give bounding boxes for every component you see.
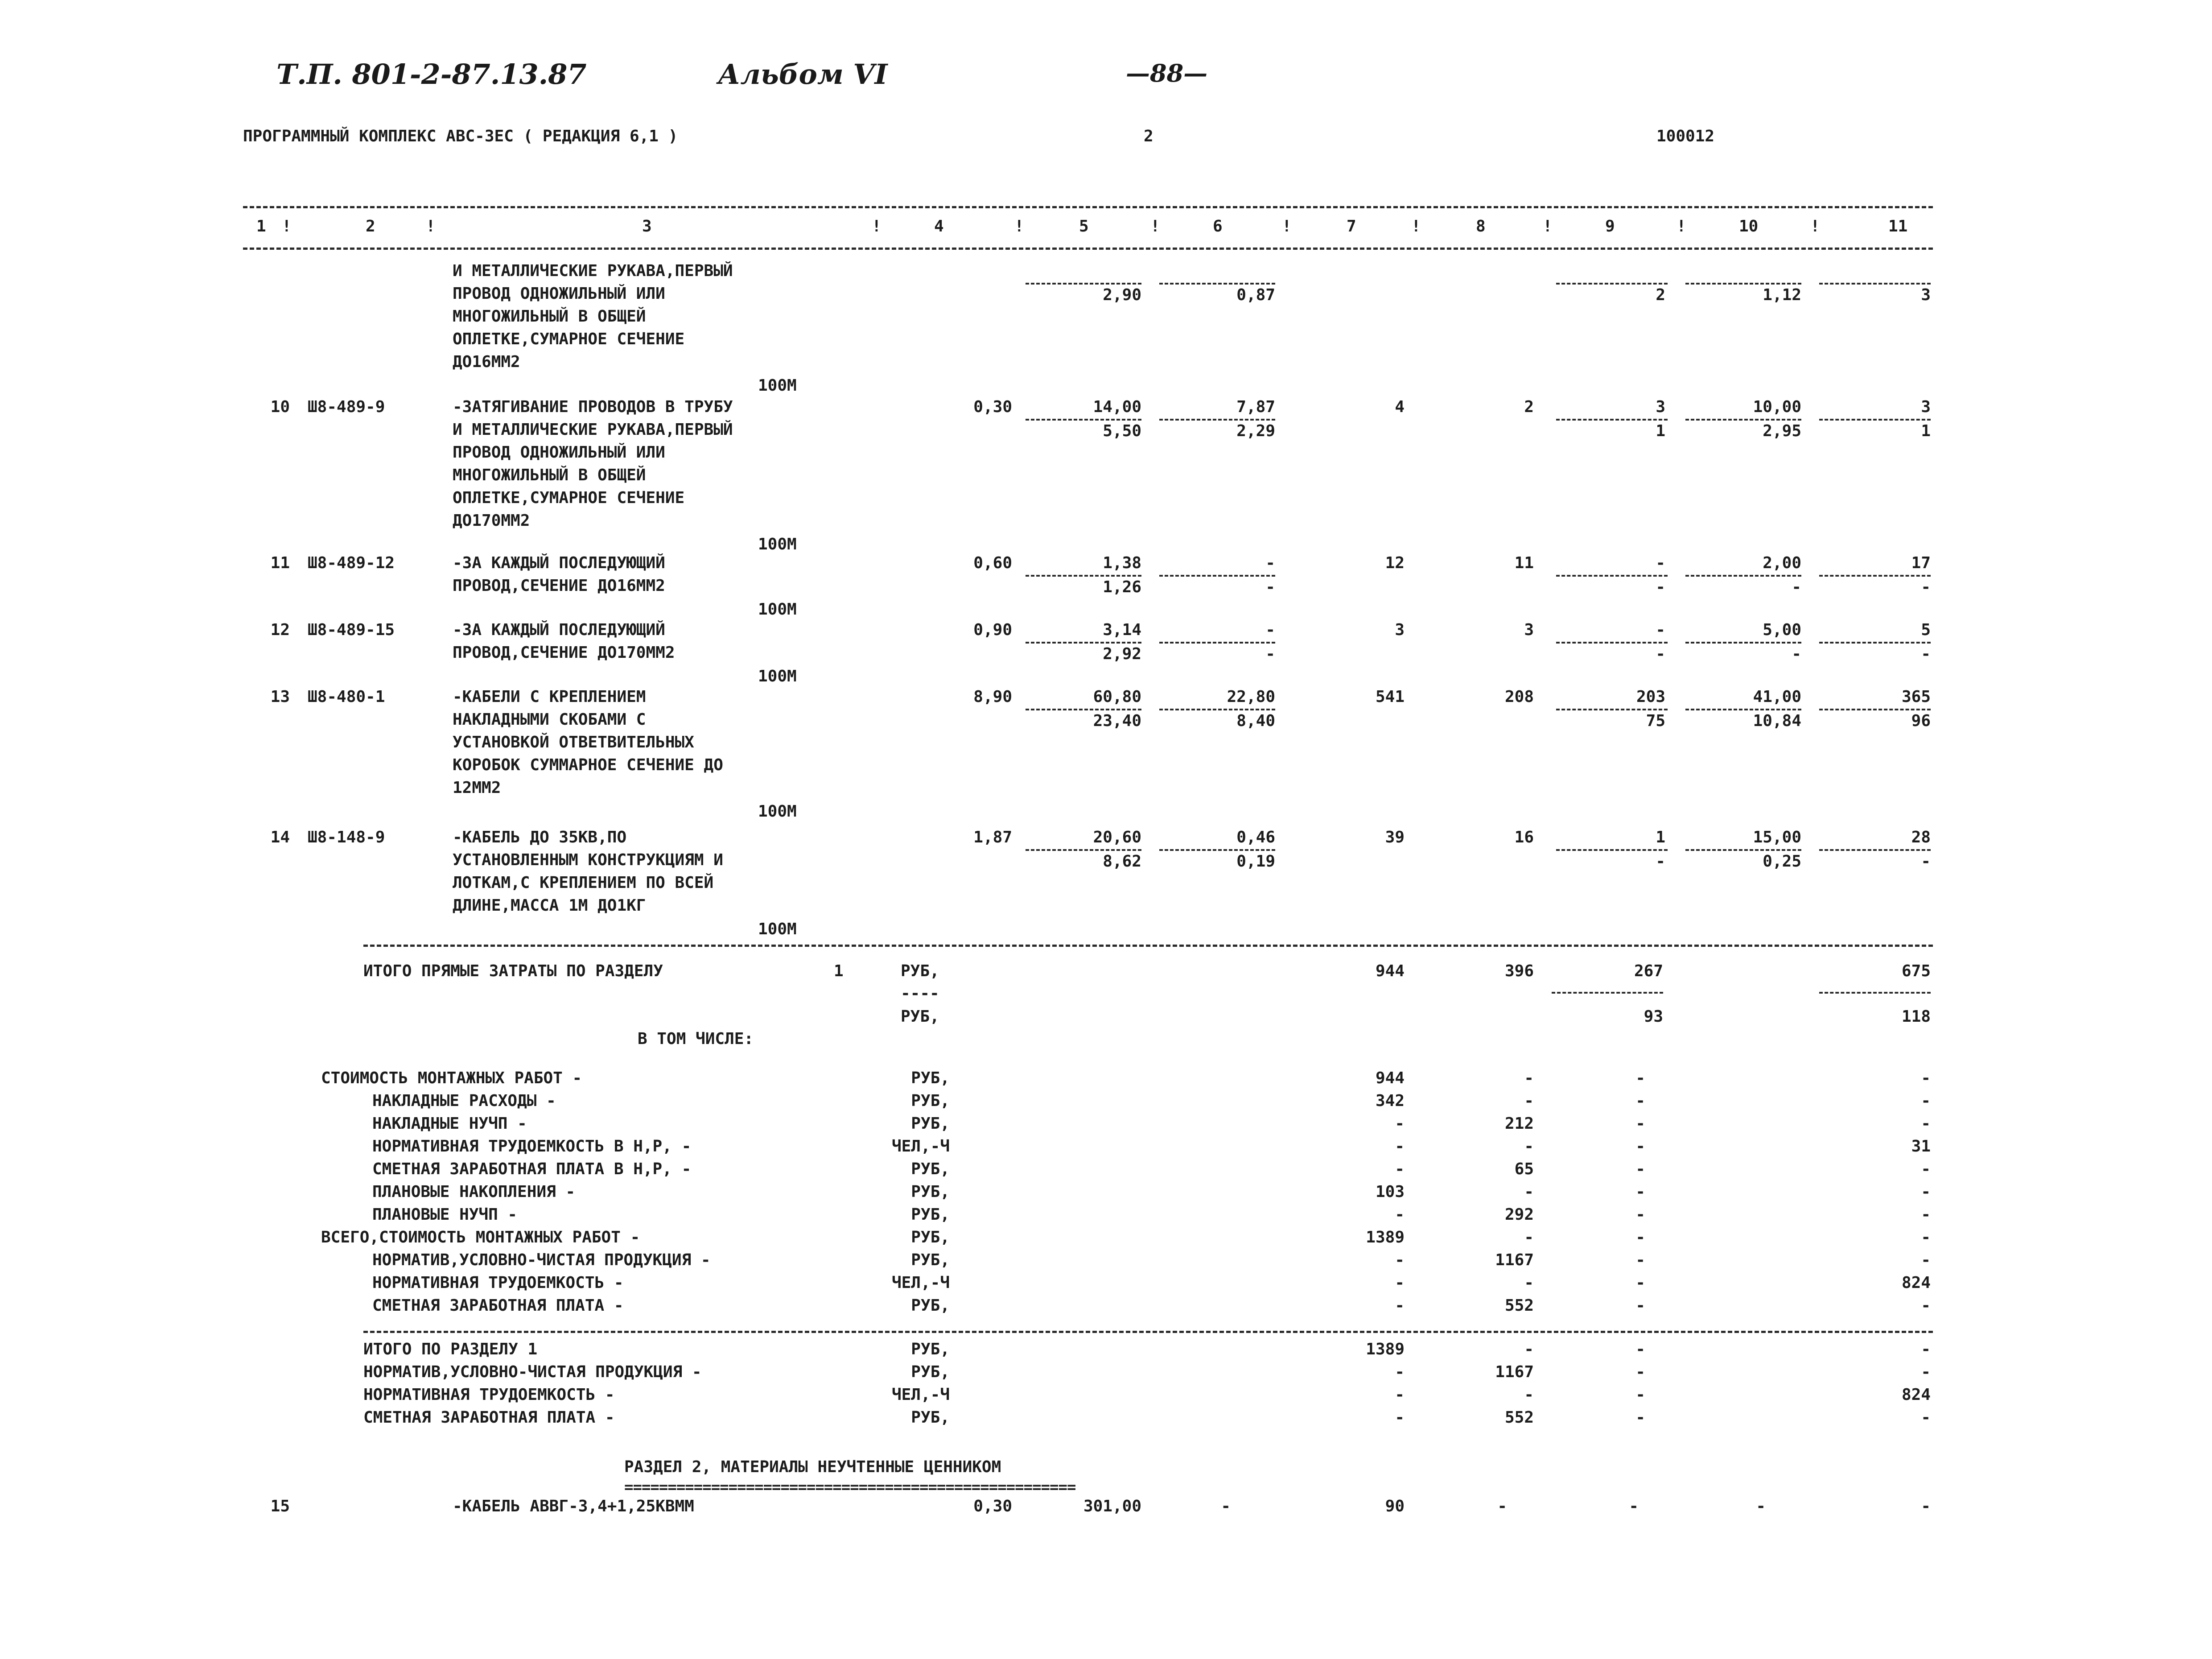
column-header: 1	[256, 217, 266, 235]
subrow-rule	[1556, 642, 1668, 644]
row-unit: 100М	[758, 667, 797, 685]
row-code: Ш8-148-9	[308, 828, 385, 846]
total-unit: РУБ,	[901, 962, 939, 980]
summary-col7: 944	[1375, 1069, 1405, 1087]
column-header: 10	[1739, 217, 1759, 235]
summary-col8: 212	[1504, 1114, 1534, 1133]
column-separator: !	[1411, 217, 1421, 235]
subrow-rule	[1159, 283, 1275, 285]
subrow-rule	[1556, 419, 1668, 421]
summary-col8: 1167	[1495, 1251, 1534, 1269]
row-col10-sub: -	[1792, 578, 1801, 596]
row-col5: 301,00	[1083, 1497, 1141, 1515]
row-col11: 5	[1921, 621, 1931, 639]
column-separator: !	[1810, 217, 1820, 235]
summary-col9: -	[1635, 1363, 1645, 1381]
subrow-rule	[1819, 642, 1931, 644]
row-col11: 17	[1911, 554, 1931, 572]
row-description: -КАБЕЛЬ АВВГ-3,4+1,25КВММ	[453, 1497, 694, 1515]
summary-col8: -	[1524, 1069, 1534, 1087]
subrow-rule	[1556, 283, 1668, 285]
row-col7: 541	[1375, 688, 1405, 706]
summary-label: ПЛАНОВЫЕ НУЧП -	[372, 1205, 518, 1224]
summary-col7: 1389	[1366, 1340, 1405, 1358]
row-col9-sub: -	[1656, 578, 1665, 596]
summary-col7: -	[1395, 1274, 1405, 1292]
summary-col9: -	[1635, 1092, 1645, 1110]
total-col7: 944	[1375, 962, 1405, 980]
summary-col7: -	[1395, 1160, 1405, 1178]
column-header: 5	[1079, 217, 1089, 235]
row-unit: 100М	[758, 535, 797, 553]
subrow-rule	[1685, 575, 1801, 577]
summary-label: СТОИМОСТЬ МОНТАЖНЫХ РАБОТ -	[321, 1069, 582, 1087]
column-header: 9	[1605, 217, 1615, 235]
summary-col11: 824	[1901, 1274, 1931, 1292]
subrow-rule	[1159, 642, 1275, 644]
row-col11-sub: 3	[1921, 286, 1931, 304]
subrow-rule	[1819, 575, 1931, 577]
summary-col9: -	[1635, 1114, 1645, 1133]
subrow-rule	[1685, 642, 1801, 644]
section2-title: РАЗДЕЛ 2, МАТЕРИАЛЫ НЕУЧТЕННЫЕ ЦЕННИКОМ	[624, 1458, 1001, 1476]
subrow-rule	[1026, 283, 1141, 285]
summary-col7: -	[1395, 1386, 1405, 1404]
row-description-line: ДО16ММ2	[453, 353, 520, 371]
row-number: 10	[270, 398, 290, 416]
summary-col7: 1389	[1366, 1228, 1405, 1246]
summary-col11: -	[1921, 1160, 1931, 1178]
document-code: 100012	[1656, 127, 1715, 145]
summary-unit: ЧЕЛ,-Ч	[891, 1274, 950, 1292]
header-bottom-rule	[243, 248, 1933, 250]
row-col9-sub: 2	[1656, 286, 1665, 304]
summary-label: НОРМАТИВНАЯ ТРУДОЕМКОСТЬ -	[372, 1274, 624, 1292]
row-col10-sub: -	[1792, 645, 1801, 663]
column-header: 6	[1213, 217, 1223, 235]
subrow-rule	[1026, 642, 1141, 644]
row-description-line: -КАБЕЛЬ ДО 35КВ,ПО	[453, 828, 627, 846]
row-number: 11	[270, 554, 290, 572]
summary-col8: 292	[1504, 1205, 1534, 1224]
row-description-line: ОПЛЕТКЕ,СУМАРНОЕ СЕЧЕНИЕ	[453, 489, 685, 507]
summary-col7: -	[1395, 1251, 1405, 1269]
summary-col8: -	[1524, 1386, 1534, 1404]
summary-col11: -	[1921, 1114, 1931, 1133]
row-col10: 10,00	[1753, 398, 1801, 416]
row-col5-sub: 1,26	[1103, 578, 1141, 596]
summary-col7: -	[1395, 1137, 1405, 1156]
column-header: 3	[642, 217, 652, 235]
row-col8: 16	[1514, 828, 1534, 846]
row-description-line: -ЗАТЯГИВАНИЕ ПРОВОДОВ В ТРУБУ	[453, 398, 733, 416]
total-dash: ----	[901, 984, 939, 1003]
summary-label: НАКЛАДНЫЕ НУЧП -	[372, 1114, 527, 1133]
column-header: 8	[1476, 217, 1486, 235]
row-unit: 100М	[758, 920, 797, 938]
row-col11-sub: 96	[1911, 712, 1931, 730]
summary-col8: 552	[1504, 1296, 1534, 1315]
total-sub-rule-11	[1819, 992, 1931, 994]
row-col4: 0,90	[973, 621, 1012, 639]
total-col11: 675	[1901, 962, 1931, 980]
summary-unit: РУБ,	[911, 1340, 950, 1358]
row-number: 13	[270, 688, 290, 706]
column-header: 11	[1888, 217, 1908, 235]
summary-label: СМЕТНАЯ ЗАРАБОТНАЯ ПЛАТА -	[372, 1296, 624, 1315]
row-code: Ш8-480-1	[308, 688, 385, 706]
summary-label: НОРМАТИВНАЯ ТРУДОЕМКОСТЬ В Н,Р, -	[372, 1137, 692, 1156]
summary-col9: -	[1635, 1160, 1645, 1178]
row-col11: 28	[1911, 828, 1931, 846]
summary-label: ВСЕГО,СТОИМОСТЬ МОНТАЖНЫХ РАБОТ -	[321, 1228, 640, 1246]
summary-col8: 1167	[1495, 1363, 1534, 1381]
row-description-line: И МЕТАЛЛИЧЕСКИЕ РУКАВА,ПЕРВЫЙ	[453, 421, 733, 439]
row-col6-sub: 8,40	[1236, 712, 1275, 730]
total-col11-sub: 118	[1901, 1007, 1931, 1026]
row-col4: 0,60	[973, 554, 1012, 572]
row-col8: 208	[1504, 688, 1534, 706]
summary-label: ИТОГО ПО РАЗДЕЛУ 1	[363, 1340, 538, 1358]
sheet-number: 2	[1144, 127, 1153, 145]
subrow-rule	[1685, 283, 1801, 285]
row-description-line: ПРОВОД ОДНОЖИЛЬНЫЙ ИЛИ	[453, 285, 665, 303]
row-col10: -	[1756, 1497, 1766, 1515]
subrow-rule	[1685, 849, 1801, 851]
row-col5: 14,00	[1093, 398, 1141, 416]
row-col9: 3	[1656, 398, 1665, 416]
row-col9-sub: 1	[1656, 422, 1665, 440]
album-label: Альбом VI	[718, 58, 888, 91]
row-description-line: ПРОВОД,СЕЧЕНИЕ ДО170ММ2	[453, 644, 675, 662]
row-col5-sub: 8,62	[1103, 852, 1141, 871]
row-col7: 4	[1395, 398, 1405, 416]
summary-col7: 103	[1375, 1183, 1405, 1201]
summary-unit: РУБ,	[911, 1205, 950, 1224]
summary-col7: -	[1395, 1296, 1405, 1315]
row-col11-sub: 1	[1921, 422, 1931, 440]
subrow-rule	[1556, 709, 1668, 710]
summary-col11: -	[1921, 1296, 1931, 1315]
row-unit: 100М	[758, 376, 797, 395]
summary-unit: РУБ,	[911, 1251, 950, 1269]
summary-col9: -	[1635, 1137, 1645, 1156]
subrow-rule	[1556, 575, 1668, 577]
summary-col11: -	[1921, 1251, 1931, 1269]
including-label: В ТОМ ЧИСЛЕ:	[638, 1030, 754, 1048]
project-code: Т.П. 801-2-87.13.87	[276, 58, 587, 91]
row-description-line: -ЗА КАЖДЫЙ ПОСЛЕДУЮЩИЙ	[453, 554, 665, 572]
total-section: 1	[834, 962, 844, 980]
row-number: 14	[270, 828, 290, 846]
summary-unit: РУБ,	[911, 1160, 950, 1178]
row-col6: 7,87	[1236, 398, 1275, 416]
row-col11-sub: -	[1921, 852, 1931, 871]
subrow-rule	[1556, 849, 1668, 851]
summary-col9: -	[1635, 1408, 1645, 1427]
summary-col8: -	[1524, 1340, 1534, 1358]
summary-col9: -	[1635, 1251, 1645, 1269]
column-separator: !	[1282, 217, 1292, 235]
row-number: 12	[270, 621, 290, 639]
row-col10-sub: 1,12	[1763, 286, 1801, 304]
summary-label: ПЛАНОВЫЕ НАКОПЛЕНИЯ -	[372, 1183, 576, 1201]
summary-col9: -	[1635, 1205, 1645, 1224]
subrow-rule	[1819, 709, 1931, 710]
total-unit-2: РУБ,	[901, 1007, 939, 1026]
row-col5-sub: 23,40	[1093, 712, 1141, 730]
section2-underline: ====================================================	[624, 1478, 1076, 1496]
row-col7: 39	[1385, 828, 1405, 846]
row-col10: 2,00	[1763, 554, 1801, 572]
row-col10-sub: 10,84	[1753, 712, 1801, 730]
row-col8: 3	[1524, 621, 1534, 639]
column-header: 4	[934, 217, 944, 235]
row-col11-sub: -	[1921, 645, 1931, 663]
summary-col9: -	[1635, 1228, 1645, 1246]
row-col4: 1,87	[973, 828, 1012, 846]
row-col6-sub: 2,29	[1236, 422, 1275, 440]
summary-unit: ЧЕЛ,-Ч	[891, 1386, 950, 1404]
summary-label: НОРМАТИВНАЯ ТРУДОЕМКОСТЬ -	[363, 1386, 615, 1404]
column-header: 7	[1347, 217, 1356, 235]
column-separator: !	[1014, 217, 1024, 235]
summary-col9: -	[1635, 1183, 1645, 1201]
column-separator: !	[872, 217, 882, 235]
row-description-line: КОРОБОК СУММАРНОЕ СЕЧЕНИЕ ДО	[453, 756, 723, 774]
row-col7: 3	[1395, 621, 1405, 639]
row-col5: 20,60	[1093, 828, 1141, 846]
row-col6-sub: -	[1265, 645, 1275, 663]
summary-unit: РУБ,	[911, 1069, 950, 1087]
row-col10-sub: 0,25	[1763, 852, 1801, 871]
summary-unit: ЧЕЛ,-Ч	[891, 1137, 950, 1156]
subrow-rule	[1159, 419, 1275, 421]
header-top-rule	[243, 206, 1933, 208]
subrow-rule	[1685, 419, 1801, 421]
summary-unit: РУБ,	[911, 1408, 950, 1427]
summary-col11: -	[1921, 1205, 1931, 1224]
subrow-rule	[1819, 849, 1931, 851]
column-separator: !	[1543, 217, 1553, 235]
summary-col8: 65	[1514, 1160, 1534, 1178]
column-separator: !	[282, 217, 292, 235]
row-col6-sub: -	[1265, 578, 1275, 596]
row-description-line: ЛОТКАМ,С КРЕПЛЕНИЕМ ПО ВСЕЙ	[453, 874, 714, 892]
summary-col8: -	[1524, 1137, 1534, 1156]
row-col4: 0,30	[973, 398, 1012, 416]
row-col9-sub: -	[1656, 645, 1665, 663]
row-col5-sub: 2,92	[1103, 645, 1141, 663]
summary-col11: -	[1921, 1069, 1931, 1087]
summary-col9: -	[1635, 1296, 1645, 1315]
summary-label: НАКЛАДНЫЕ РАСХОДЫ -	[372, 1092, 556, 1110]
summary-col7: -	[1395, 1408, 1405, 1427]
row-col8: 2	[1524, 398, 1534, 416]
row-col5: 60,80	[1093, 688, 1141, 706]
row-col9: 1	[1656, 828, 1665, 846]
subrow-rule	[1819, 419, 1931, 421]
row-col5: 3,14	[1103, 621, 1141, 639]
summary-label: НОРМАТИВ,УСЛОВНО-ЧИСТАЯ ПРОДУКЦИЯ -	[363, 1363, 702, 1381]
row-description-line: И МЕТАЛЛИЧЕСКИЕ РУКАВА,ПЕРВЫЙ	[453, 262, 733, 280]
subrow-rule	[1685, 709, 1801, 710]
row-col11-sub: -	[1921, 578, 1931, 596]
summary-col11: -	[1921, 1092, 1931, 1110]
summary-col11: -	[1921, 1183, 1931, 1201]
summary-col9: -	[1635, 1386, 1645, 1404]
row-description-line: НАКЛАДНЫМИ СКОБАМИ С	[453, 710, 646, 729]
row-description-line: ДЛИНЕ,МАССА 1М ДО1КГ	[453, 896, 646, 915]
summary-col7: 342	[1375, 1092, 1405, 1110]
row-col7: 12	[1385, 554, 1405, 572]
row-col5-sub: 2,90	[1103, 286, 1141, 304]
summary-unit: РУБ,	[911, 1183, 950, 1201]
row-description-line: ПРОВОД,СЕЧЕНИЕ ДО16ММ2	[453, 577, 665, 595]
summary-col8: -	[1524, 1274, 1534, 1292]
row-code: Ш8-489-15	[308, 621, 395, 639]
program-title: ПРОГРАММНЫЙ КОМПЛЕКС АВС-3ЕС ( РЕДАКЦИЯ 6,1 )	[243, 127, 678, 145]
row-col6: -	[1221, 1497, 1231, 1515]
row-description-line: УСТАНОВКОЙ ОТВЕТВИТЕЛЬНЫХ	[453, 733, 694, 751]
summary-col8: -	[1524, 1092, 1534, 1110]
row-description-line: ДО170ММ2	[453, 512, 530, 530]
row-col8: 11	[1514, 554, 1534, 572]
page-number: —88—	[1126, 59, 1208, 87]
summary-unit: РУБ,	[911, 1296, 950, 1315]
row-description-line: ОПЛЕТКЕ,СУМАРНОЕ СЕЧЕНИЕ	[453, 330, 685, 348]
column-separator: !	[426, 217, 436, 235]
total-col8: 396	[1504, 962, 1534, 980]
summary-col11: -	[1921, 1363, 1931, 1381]
total-col9: 267	[1634, 962, 1663, 980]
summary-col9: -	[1635, 1274, 1645, 1292]
row-col11: 365	[1901, 688, 1931, 706]
row-col5-sub: 5,50	[1103, 422, 1141, 440]
subrow-rule	[1159, 709, 1275, 710]
summary-unit: РУБ,	[911, 1092, 950, 1110]
row-col10: 15,00	[1753, 828, 1801, 846]
summary-col11: -	[1921, 1408, 1931, 1427]
row-description-line: МНОГОЖИЛЬНЫЙ В ОБЩЕЙ	[453, 307, 646, 326]
subrow-rule	[1026, 849, 1141, 851]
subrow-rule	[1819, 283, 1931, 285]
row-col7: 90	[1385, 1497, 1405, 1515]
total-col9-sub: 93	[1644, 1007, 1663, 1026]
row-description-line: 12ММ2	[453, 779, 501, 797]
row-col5: 1,38	[1103, 554, 1141, 572]
row-col10: 41,00	[1753, 688, 1801, 706]
row-col4: 0,30	[973, 1497, 1012, 1515]
row-col9: -	[1656, 554, 1665, 572]
subrow-rule	[1026, 419, 1141, 421]
summary-col11: -	[1921, 1340, 1931, 1358]
row-col9-sub: 75	[1646, 712, 1665, 730]
column-separator: !	[1150, 217, 1160, 235]
summary-label: НОРМАТИВ,УСЛОВНО-ЧИСТАЯ ПРОДУКЦИЯ -	[372, 1251, 711, 1269]
row-col6-sub: 0,87	[1236, 286, 1275, 304]
row-col6-sub: 0,19	[1236, 852, 1275, 871]
row-col11: -	[1921, 1497, 1931, 1515]
summary-unit: РУБ,	[911, 1363, 950, 1381]
total-label: ИТОГО ПРЯМЫЕ ЗАТРАТЫ ПО РАЗДЕЛУ	[363, 962, 663, 980]
row-col6: 0,46	[1236, 828, 1275, 846]
row-col9: -	[1656, 621, 1665, 639]
row-col10: 5,00	[1763, 621, 1801, 639]
summary-col7: -	[1395, 1363, 1405, 1381]
row-description-line: -КАБЕЛИ С КРЕПЛЕНИЕМ	[453, 688, 646, 706]
row-col8: -	[1497, 1497, 1507, 1515]
row-unit: 100М	[758, 802, 797, 821]
summary-col11: -	[1921, 1228, 1931, 1246]
column-header: 2	[366, 217, 375, 235]
row-description-line: МНОГОЖИЛЬНЫЙ В ОБЩЕЙ	[453, 466, 646, 484]
summary-col7: -	[1395, 1114, 1405, 1133]
section-total-rule	[363, 1331, 1933, 1333]
summary-col9: -	[1635, 1069, 1645, 1087]
subrow-rule	[1159, 575, 1275, 577]
row-col11: 3	[1921, 398, 1931, 416]
summary-col9: -	[1635, 1340, 1645, 1358]
row-col4: 8,90	[973, 688, 1012, 706]
total-top-rule	[363, 945, 1933, 947]
row-code: Ш8-489-12	[308, 554, 395, 572]
total-sub-rule-9	[1552, 992, 1663, 994]
row-unit: 100М	[758, 600, 797, 619]
summary-unit: РУБ,	[911, 1114, 950, 1133]
row-description-line: ПРОВОД ОДНОЖИЛЬНЫЙ ИЛИ	[453, 443, 665, 462]
row-description-line: УСТАНОВЛЕННЫМ КОНСТРУКЦИЯМ И	[453, 851, 723, 869]
summary-col11: 824	[1901, 1386, 1931, 1404]
subrow-rule	[1026, 575, 1141, 577]
summary-label: СМЕТНАЯ ЗАРАБОТНАЯ ПЛАТА В Н,Р, -	[372, 1160, 692, 1178]
row-col6: 22,80	[1227, 688, 1275, 706]
summary-col7: -	[1395, 1205, 1405, 1224]
subrow-rule	[1159, 849, 1275, 851]
row-col9-sub: -	[1656, 852, 1665, 871]
summary-col8: 552	[1504, 1408, 1534, 1427]
summary-label: СМЕТНАЯ ЗАРАБОТНАЯ ПЛАТА -	[363, 1408, 615, 1427]
summary-col8: -	[1524, 1228, 1534, 1246]
row-number: 15	[270, 1497, 290, 1515]
summary-col8: -	[1524, 1183, 1534, 1201]
row-col6: -	[1265, 621, 1275, 639]
row-col9: -	[1629, 1497, 1639, 1515]
summary-col11: 31	[1911, 1137, 1931, 1156]
subrow-rule	[1026, 709, 1141, 710]
column-separator: !	[1677, 217, 1686, 235]
row-description-line: -ЗА КАЖДЫЙ ПОСЛЕДУЮЩИЙ	[453, 621, 665, 639]
row-col6: -	[1265, 554, 1275, 572]
row-col10-sub: 2,95	[1763, 422, 1801, 440]
row-col9: 203	[1636, 688, 1665, 706]
summary-unit: РУБ,	[911, 1228, 950, 1246]
row-code: Ш8-489-9	[308, 398, 385, 416]
